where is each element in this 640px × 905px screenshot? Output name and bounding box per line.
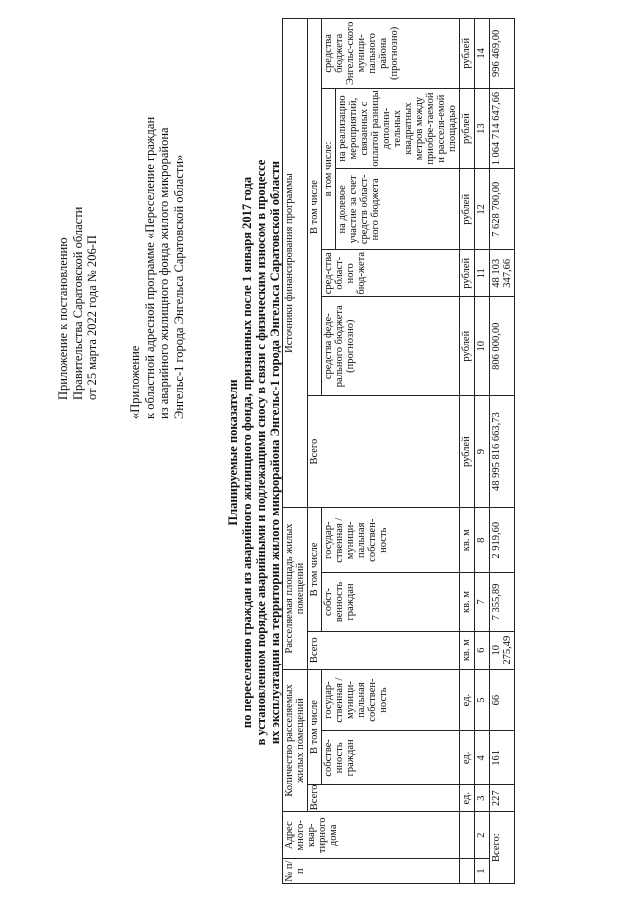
column-number: 11 <box>475 250 490 297</box>
approval-line: Приложение к постановлению <box>56 237 70 400</box>
total-share: 7 628 700,00 <box>490 169 515 250</box>
approval-line: Правительства Саратовской области <box>70 206 85 400</box>
approval-line: от 25 марта 2022 года № 206-П <box>85 235 99 400</box>
appendix-line: «Приложение <box>128 345 142 419</box>
total-area-private: 7 355,89 <box>490 573 515 631</box>
units-cell: рублей <box>460 297 475 396</box>
fed-budget-header: средства феде-рального бюджета (прогнозно) <box>322 297 460 396</box>
totals-row <box>490 19 515 884</box>
units-cell: кв. м <box>460 508 475 573</box>
column-number: 14 <box>475 19 490 89</box>
title-line: в установленном порядке аварийными и подлежащими сносу в связи с физическим износом в процессе <box>254 159 268 746</box>
column-number: 8 <box>475 508 490 573</box>
total-impl: 1 064 714 647,66 <box>490 88 515 169</box>
count-private-header: собстве-нность граждан <box>322 731 460 785</box>
local-budget-header: средства бюджета Энгельс-ского муници-пального района (прогнозно) <box>322 19 460 89</box>
count-group-header: Количество расселяемых жилых помещений <box>283 669 308 811</box>
indicators-table <box>282 18 515 884</box>
units-cell: рублей <box>460 169 475 250</box>
col-address-header: Адрес много-квар-тирного дома <box>283 812 460 859</box>
area-incl-header: В том числе <box>308 508 322 631</box>
appendix-block <box>128 59 186 419</box>
page-title: Планируемые показатели <box>226 379 240 526</box>
area-private-header: собст-венность граждан <box>322 573 460 631</box>
column-number: 5 <box>475 669 490 731</box>
col-no-header: № п/п <box>283 859 460 884</box>
column-number: 10 <box>475 297 490 396</box>
units-cell: ед. <box>460 785 475 812</box>
title-line: их эксплуатации на территории жилого микрорайона Энгельс-1 города Энгельса Саратовской области <box>268 160 282 745</box>
total-sources: 48 995 816 663,73 <box>490 396 515 508</box>
area-total-header: Всего <box>308 631 460 669</box>
units-cell: кв. м <box>460 573 475 631</box>
units-cell: рублей <box>460 19 475 89</box>
total-fed: 806 000,00 <box>490 297 515 396</box>
sources-total-header: Всего <box>308 396 460 508</box>
column-number: 4 <box>475 731 490 785</box>
sources-group-header: Источники финансирования программы <box>283 19 308 508</box>
column-number: 9 <box>475 396 490 508</box>
count-total-header: Всего <box>308 785 460 812</box>
title-line: по переселению граждан из аварийного жилищного фонда, признанных после 1 января 2017 года <box>240 176 254 729</box>
approval-block <box>56 80 100 400</box>
share-header: на долевое участие за счет средств област-ного бюджета <box>336 169 460 250</box>
header-row-2 <box>308 19 322 884</box>
obl-budget-header: сред-ства област-ного бюд-жета <box>322 250 460 297</box>
total-obl: 48 103 347,66 <box>490 250 515 297</box>
total-area: 10 275,49 <box>490 631 515 669</box>
sources-incl-header: В том числе <box>308 19 322 396</box>
total-count-state: 66 <box>490 669 515 731</box>
obl-incl-header: в том числе: <box>322 88 336 250</box>
count-incl-header: В том числе <box>308 669 322 785</box>
column-number: 6 <box>475 631 490 669</box>
total-count-private: 161 <box>490 731 515 785</box>
count-state-header: государ-ственная / муници-пальная собствен-ность <box>322 669 460 731</box>
column-number: 13 <box>475 88 490 169</box>
impl-header: на реализацию мероприятий, связанных с оплатой разницы дополни-тельных квадратных метров между приобре-таемой и расселя-емой площадью <box>336 88 460 169</box>
units-cell <box>460 859 475 884</box>
units-cell: рублей <box>460 250 475 297</box>
units-cell: ед. <box>460 731 475 785</box>
column-number: 7 <box>475 573 490 631</box>
header-row-1 <box>283 19 308 884</box>
total-area-state: 2 919,60 <box>490 508 515 573</box>
appendix-line: из аварийного жилищного фонда жилого микрорайона <box>157 127 171 419</box>
column-numbers-row <box>475 19 490 884</box>
total-count: 227 <box>490 785 515 812</box>
total-local: 996 469,00 <box>490 19 515 89</box>
appendix-line: к областной адресной программе «Переселение граждан <box>142 116 157 419</box>
column-number: 3 <box>475 785 490 812</box>
column-number: 2 <box>475 812 490 859</box>
totals-label: Всего: <box>490 812 515 884</box>
units-cell: кв. м <box>460 631 475 669</box>
column-number: 12 <box>475 169 490 250</box>
units-row <box>460 19 475 884</box>
units-cell: ед. <box>460 669 475 731</box>
units-cell <box>460 812 475 859</box>
area-state-header: государ-ственная / муници-пальная собствен-ность <box>322 508 460 573</box>
area-group-header: Расселяемая площадь жилых помещений <box>283 508 308 670</box>
units-cell: рублей <box>460 88 475 169</box>
appendix-line: Энгельс-1 города Энгельса Саратовской области» <box>171 154 186 419</box>
column-number: 1 <box>475 859 490 884</box>
units-cell: рублей <box>460 396 475 508</box>
